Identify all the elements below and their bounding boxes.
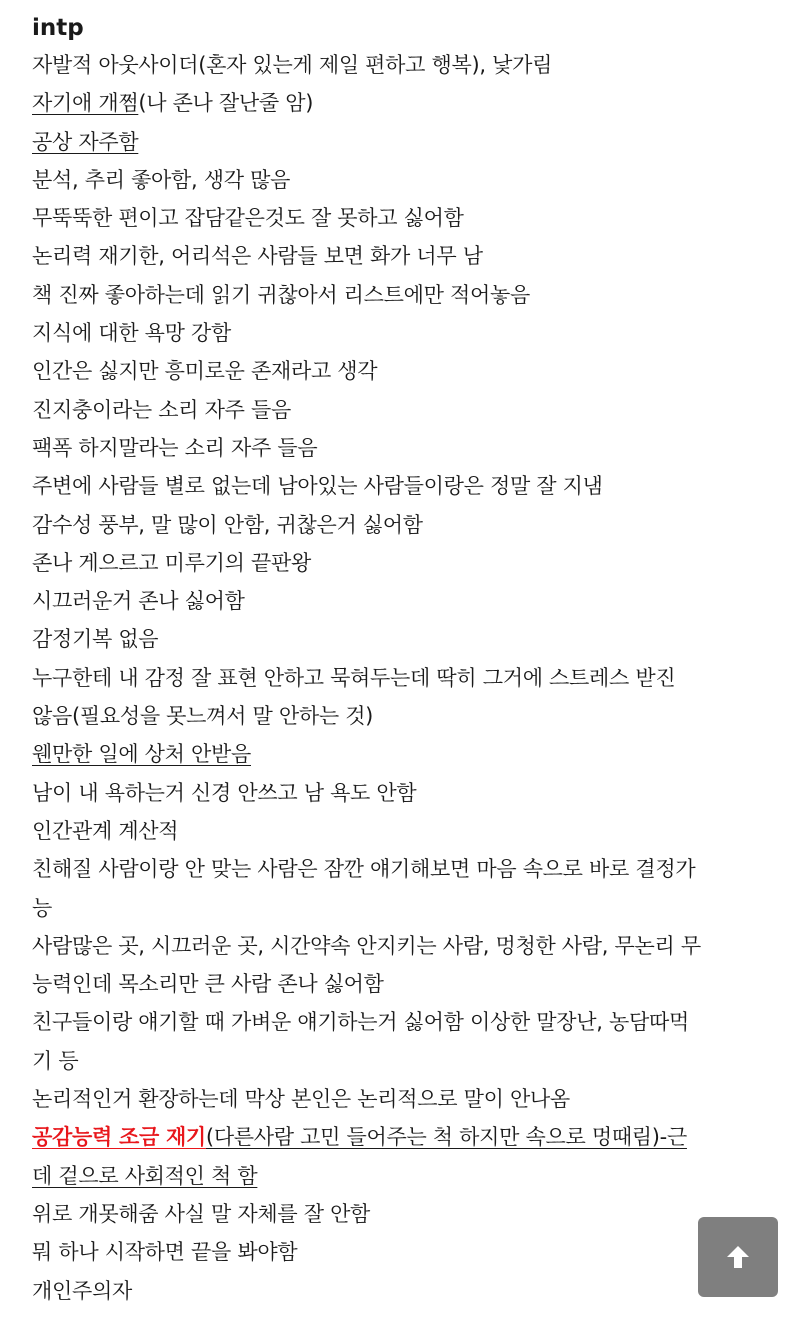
- text-line: 뭐 하나 시작하면 끝을 봐야함: [32, 1240, 298, 1265]
- underlined-text: 자기애 개쩜: [32, 91, 139, 116]
- text-line: 능: [32, 895, 52, 920]
- text-line: 논리적인거 환장하는데 막상 본인은 논리적으로 말이 안나옴: [32, 1087, 570, 1112]
- text-line: [32, 1118, 772, 1156]
- plain-text: (나 존나 잘난줄 암): [138, 91, 314, 116]
- underlined-text: (다른사람 고민 들어주는 척 하지만 속으로 멍때림)-근: [205, 1125, 687, 1150]
- text-line: 누구한테 내 감정 잘 표현 안하고 묵혀두는데 딱히 그거에 스트레스 받진: [32, 665, 676, 690]
- text-line: 논리력 재기한, 어리석은 사람들 보면 화가 너무 남: [32, 244, 483, 269]
- text-line: 감수성 풍부, 말 많이 안함, 귀찮은거 싫어함: [32, 512, 423, 537]
- text-line: 감정기복 없음: [32, 627, 159, 652]
- emphasized-text: 공감능력 조금 재기: [32, 1125, 206, 1150]
- text-line: 사람많은 곳, 시끄러운 곳, 시간약속 안지키는 사람, 멍청한 사람, 무논리 무: [32, 933, 701, 958]
- text-line: 무뚝뚝한 편이고 잡담같은것도 잘 못하고 싫어함: [32, 206, 464, 231]
- text-line: [32, 735, 772, 773]
- text-line: [32, 123, 772, 161]
- scroll-to-top-button[interactable]: [698, 1217, 778, 1297]
- text-line: 기 등: [32, 1048, 79, 1073]
- text-line: 자발적 아웃사이더(혼자 있는게 제일 편하고 행복), 낯가림: [32, 53, 553, 77]
- text-line: 않음(필요성을 못느껴서 말 안하는 것): [32, 704, 374, 729]
- text-line: 주변에 사람들 별로 없는데 남아있는 사람들이랑은 정말 잘 지냄: [32, 474, 603, 499]
- text-line: 지식에 대한 욕망 강함: [32, 321, 231, 346]
- underlined-text: 공상 자주함: [32, 129, 139, 154]
- post-body: [32, 10, 772, 1310]
- text-line: 능력인데 목소리만 큰 사람 존나 싫어함: [32, 972, 384, 997]
- text-line: 위로 개못해줌 사실 말 자체를 잘 안함: [32, 1201, 371, 1226]
- text-line: 친해질 사람이랑 안 맞는 사람은 잠깐 얘기해보면 마음 속으로 바로 결정가: [32, 857, 696, 882]
- post-title: intp: [32, 15, 84, 41]
- text-line: 시끄러운거 존나 싫어함: [32, 589, 245, 614]
- underlined-text: 웬만한 일에 상처 안받음: [32, 742, 251, 767]
- text-line: 인간은 싫지만 흥미로운 존재라고 생각: [32, 359, 378, 384]
- text-line: 친구들이랑 얘기할 때 가벼운 얘기하는거 싫어함 이상한 말장난, 농담따먹: [32, 1010, 689, 1035]
- underlined-text: 데 겉으로 사회적인 척 함: [32, 1163, 258, 1188]
- text-line: 인간관계 계산적: [32, 818, 179, 843]
- text-line: 존나 게으르고 미루기의 끝판왕: [32, 550, 311, 575]
- text-line: [32, 84, 772, 122]
- text-line: [32, 1157, 772, 1195]
- text-line: 책 진짜 좋아하는데 읽기 귀찮아서 리스트에만 적어놓음: [32, 282, 530, 307]
- arrow-up-icon: [725, 1244, 751, 1270]
- text-line: 분석, 추리 좋아함, 생각 많음: [32, 167, 291, 192]
- text-line: 남이 내 욕하는거 신경 안쓰고 남 욕도 안함: [32, 780, 417, 805]
- text-line: 진지충이라는 소리 자주 들음: [32, 397, 291, 422]
- text-line: 팩폭 하지말라는 소리 자주 들음: [32, 435, 318, 460]
- text-line: 개인주의자: [32, 1278, 132, 1303]
